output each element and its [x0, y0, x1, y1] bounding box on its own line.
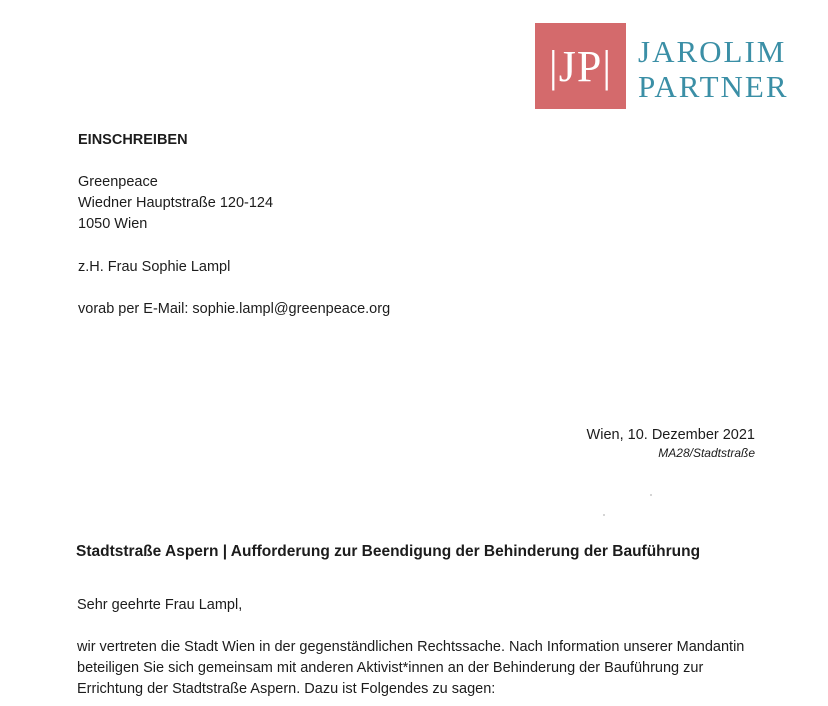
logo-monogram: |JP|	[548, 41, 613, 91]
letter-subject: Stadtstraße Aspern | Aufforderung zur Beendigung der Behinderung der Bauführung	[76, 543, 701, 560]
scan-speck	[650, 494, 652, 496]
scan-speck	[603, 514, 605, 516]
body-line: Errichtung der Stadtstraße Aspern. Dazu ist Folgendes zu sagen:	[77, 681, 496, 697]
reference-number: MA28/Stadtstraße	[658, 446, 755, 460]
logo-name-line2: PARTNER	[638, 69, 789, 104]
recipient-street: Wiedner Hauptstraße 120-124	[78, 195, 274, 211]
recipient-attention: z.H. Frau Sophie Lampl	[78, 259, 231, 275]
law-firm-logo-mark	[535, 23, 626, 109]
body-line: beteiligen Sie sich gemeinsam mit anderen Aktivist*innen an der Behinderung der Bauführung zur	[77, 660, 704, 676]
logo-name-line1: JAROLIM	[638, 34, 787, 69]
prior-email-note: vorab per E-Mail: sophie.lampl@greenpeace.org	[78, 301, 391, 317]
recipient-city: 1050 Wien	[78, 216, 148, 232]
salutation: Sehr geehrte Frau Lampl,	[77, 597, 243, 613]
body-line: wir vertreten die Stadt Wien in der gegenständlichen Rechtssache. Nach Information unserer Mandantin	[77, 639, 745, 655]
place-date: Wien, 10. Dezember 2021	[586, 427, 755, 443]
delivery-type: EINSCHREIBEN	[78, 132, 188, 148]
recipient-name: Greenpeace	[78, 174, 158, 190]
